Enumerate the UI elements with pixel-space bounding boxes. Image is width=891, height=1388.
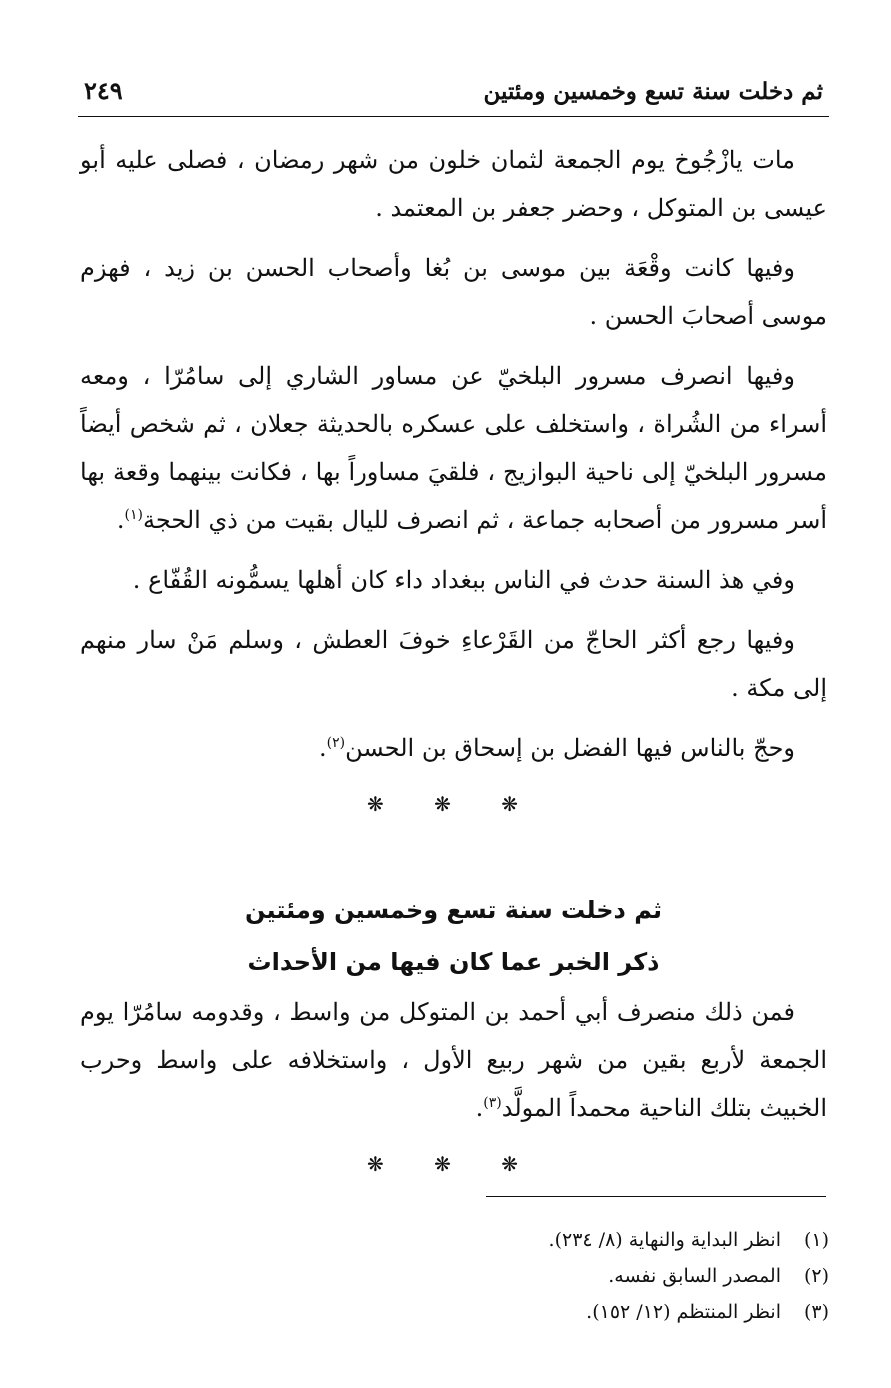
running-title: ثم دخلت سنة تسع وخمسين ومئتين: [483, 78, 823, 105]
footnote-number: (٢): [803, 1265, 829, 1287]
paragraph-7-end: .: [475, 1094, 484, 1122]
paragraph-6: [80, 724, 827, 772]
footnotes: [309, 1222, 829, 1330]
footnote-divider: [486, 1196, 826, 1197]
page-number: ٢٤٩: [84, 76, 123, 105]
paragraph-6-text: وحجّ بالناس فيها الفضل بن إسحاق بن الحسن: [345, 734, 795, 762]
footnote-1: [309, 1222, 829, 1258]
footnote-text: المصدر السابق نفسه.: [608, 1265, 781, 1287]
section-separator: ❋ ❋ ❋: [367, 792, 540, 816]
footnote-number: (٣): [803, 1301, 829, 1323]
footnote-ref-2[interactable]: (٢): [326, 735, 346, 751]
paragraph-1: مات يازْجُوخ يوم الجمعة لثمان خلون من شهر رمضان ، فصلى عليه أبو عيسى بن المتوكل ، وحضر جعفر بن المعتمد .: [80, 146, 827, 222]
footnote-3: [309, 1294, 829, 1330]
page-header: [78, 74, 829, 117]
paragraph-3-text: وفيها انصرف مسرور البلخيّ عن مساور الشاري إلى سامُرّا ، ومعه أسراء من الشُراة ، واستخلف على عسكره بالحديثة جعلان ، ثم شخص أيضاً مسرور البلخيّ إلى ناحية البوازيج ، فلقيَ مساوراً بها ، فكانت بينهما وقعة بها أسر مسرور من أصحابه جماعة ، ثم انصرف لليال بقيت من ذي الحجة: [80, 362, 827, 534]
paragraph-7-text: فمن ذلك منصرف أبي أحمد بن المتوكل من واسط ، وقدومه سامُرّا يوم الجمعة لأربع بقين من شهر ربيع الأول ، واستخلافه على واسط وحرب الخبيث بتلك الناحية محمداً المولَّد: [80, 998, 827, 1122]
footnote-2: [309, 1258, 829, 1294]
section-title: ثم دخلت سنة تسع وخمسين ومئتين: [244, 896, 663, 924]
paragraph-6-end: .: [318, 734, 327, 762]
paragraph-2: وفيها كانت وقْعَة بين موسى بن بُغا وأصحاب الحسن بن زيد ، فهزم موسى أصحابَ الحسن .: [80, 254, 827, 330]
footnote-ref-1[interactable]: (١): [124, 507, 144, 523]
footnote-ref-3[interactable]: (٣): [483, 1095, 502, 1111]
paragraph-3: [80, 352, 827, 544]
end-separator: ❋ ❋ ❋: [367, 1152, 540, 1176]
paragraph-5: وفيها رجع أكثر الحاجّ من القَرْعاءِ خوفَ العطش ، وسلم مَنْ سار منهم إلى مكة .: [80, 626, 827, 702]
section-subtitle: ذكر الخبر عما كان فيها من الأحداث: [247, 948, 660, 976]
footnote-text: انظر المنتظم (١٢/ ١٥٢).: [586, 1301, 781, 1323]
footnote-number: (١): [803, 1229, 829, 1251]
main-text: [80, 136, 827, 1184]
paragraph-3-end: .: [116, 506, 125, 534]
footnote-text: انظر البداية والنهاية (٨/ ٢٣٤).: [548, 1229, 781, 1251]
paragraph-7: [80, 988, 827, 1132]
paragraph-4: وفي هذ السنة حدث في الناس ببغداد داء كان أهلها يسمُّونه القُفّاع .: [132, 566, 795, 594]
